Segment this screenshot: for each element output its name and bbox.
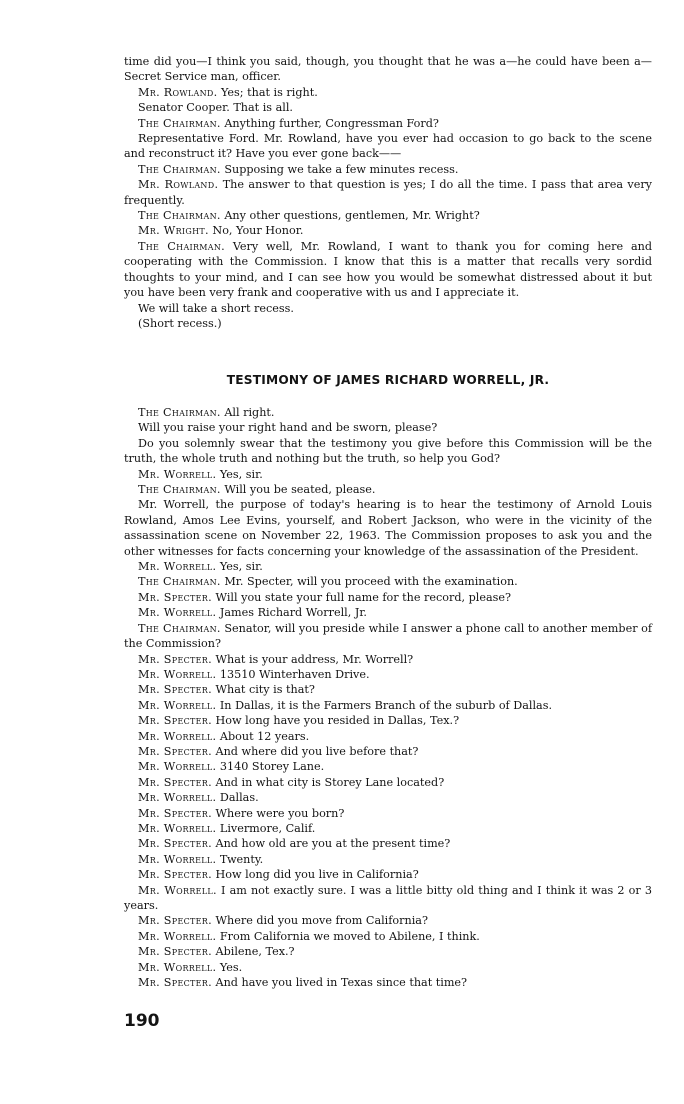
- speaker-name: Mr. Specter.: [138, 806, 212, 820]
- transcript-paragraph: [124, 605, 652, 620]
- paragraph-text: And where did you live before that?: [211, 744, 419, 758]
- paragraph-text: Senator Cooper. That is all.: [138, 101, 293, 115]
- transcript-paragraph: [124, 713, 652, 728]
- transcript-paragraph: [124, 775, 652, 790]
- speaker-name: Mr. Rowland.: [138, 85, 218, 99]
- transcript-paragraph: [124, 960, 652, 975]
- speaker-name: Mr. Wright.: [138, 224, 209, 238]
- speaker-name: Mr. Worrell.: [138, 929, 217, 943]
- paragraph-text: Anything further, Congressman Ford?: [220, 116, 439, 130]
- speaker-name: Mr. Worrell.: [138, 960, 217, 974]
- speaker-name: Mr. Rowland.: [138, 178, 219, 192]
- speaker-name: Mr. Specter.: [138, 914, 212, 928]
- paragraph-text: time did you—I think you said, though, you thought that he was a—he could have been a—Secret Service man, officer.: [124, 55, 652, 84]
- transcript-paragraph: [124, 883, 652, 914]
- paragraph-text: Yes; that is right.: [217, 85, 318, 99]
- speaker-name: Mr. Worrell.: [138, 852, 217, 866]
- paragraph-text: The answer to that question is yes; I do all the time. I pass that area very frequently.: [124, 178, 652, 207]
- speaker-name: Mr. Specter.: [138, 744, 212, 758]
- paragraph-text: Representative Ford. Mr. Rowland, have you ever had occasion to go back to the scene and reconstruct it? Have you ever gone back——: [124, 132, 652, 161]
- speaker-name: Mr. Worrell.: [138, 606, 217, 620]
- paragraph-text: Livermore, Calif.: [216, 821, 316, 835]
- transcript-paragraph: [124, 929, 652, 944]
- paragraph-text: Yes.: [216, 960, 243, 974]
- paragraph-text: About 12 years.: [216, 729, 310, 743]
- paragraph-text: Abilene, Tex.?: [211, 945, 295, 959]
- transcript-paragraph: [124, 497, 652, 559]
- paragraph-text: (Short recess.): [138, 316, 222, 330]
- speaker-name: Mr. Worrell.: [138, 760, 217, 774]
- paragraph-text: All right.: [220, 406, 275, 419]
- transcript-paragraph: [124, 913, 652, 928]
- paragraph-text: What city is that?: [211, 683, 315, 697]
- speaker-name: Mr. Specter.: [138, 976, 212, 990]
- speaker-name: Mr. Specter.: [138, 775, 212, 789]
- transcript-paragraph: [124, 436, 652, 467]
- speaker-name: Mr. Worrell.: [138, 791, 217, 805]
- paragraph-text: Yes, sir.: [216, 560, 263, 574]
- transcript-paragraph: [124, 729, 652, 744]
- transcript-paragraph: [124, 559, 652, 574]
- paragraph-text: Any other questions, gentlemen, Mr. Wright?: [220, 209, 480, 223]
- transcript-paragraph: [124, 790, 652, 805]
- transcript-paragraph: [124, 405, 652, 420]
- transcript-paragraph: [124, 85, 652, 100]
- speaker-name: Mr. Specter.: [138, 590, 212, 604]
- page-number: 190: [124, 1011, 160, 1031]
- paragraph-text: James Richard Worrell, Jr.: [216, 606, 367, 620]
- paragraph-text: From California we moved to Abilene, I think.: [216, 929, 480, 943]
- speaker-name: The Chairman.: [138, 239, 226, 253]
- worrell-testimony: [124, 405, 652, 990]
- transcript-paragraph: [124, 420, 652, 435]
- paragraph-text: How long did you live in California?: [211, 868, 419, 882]
- paragraph-text: 3140 Storey Lane.: [216, 760, 325, 774]
- paragraph-text: I am not exactly sure. I was a little bitty old thing and I think it was 2 or 3 years.: [124, 883, 652, 912]
- transcript-paragraph: [124, 698, 652, 713]
- speaker-name: Mr. Worrell.: [138, 698, 217, 712]
- paragraph-text: In Dallas, it is the Farmers Branch of the suburb of Dallas.: [216, 698, 553, 712]
- speaker-name: Mr. Specter.: [138, 714, 212, 728]
- paragraph-text: Dallas.: [216, 791, 259, 805]
- transcript-paragraph: [124, 162, 652, 177]
- speaker-name: Mr. Worrell.: [138, 883, 217, 897]
- transcript-paragraph: [124, 131, 652, 162]
- transcript-paragraph: [124, 208, 652, 223]
- paragraph-text: Mr. Specter, will you proceed with the examination.: [220, 575, 518, 589]
- paragraph-text: How long have you resided in Dallas, Tex.?: [211, 714, 460, 728]
- paragraph-text: Twenty.: [216, 852, 264, 866]
- transcript-paragraph: [124, 667, 652, 682]
- section-heading: TESTIMONY OF JAMES RICHARD WORRELL, JR.: [226, 373, 550, 387]
- transcript-paragraph: [124, 759, 652, 774]
- transcript-paragraph: [124, 821, 652, 836]
- transcript-paragraph: [124, 836, 652, 851]
- transcript-paragraph: [124, 301, 652, 316]
- paragraph-text: Will you state your full name for the record, please?: [211, 590, 512, 604]
- transcript-paragraph: [124, 574, 652, 589]
- paragraph-text: And have you lived in Texas since that time?: [211, 976, 468, 990]
- speaker-name: The Chairman.: [138, 406, 221, 419]
- paragraph-text: Do you solemnly swear that the testimony you give before this Commission will be the truth, the whole truth and nothing but the truth, so help you God?: [124, 436, 652, 466]
- transcript-paragraph: [124, 239, 652, 301]
- transcript-paragraph: [124, 867, 652, 882]
- speaker-name: Mr. Worrell.: [138, 667, 217, 681]
- transcript-paragraph: [124, 975, 652, 990]
- speaker-name: Mr. Specter.: [138, 652, 212, 666]
- paragraph-text: Supposing we take a few minutes recess.: [220, 162, 459, 176]
- speaker-name: The Chairman.: [138, 621, 221, 635]
- paragraph-text: Will you be seated, please.: [220, 483, 376, 497]
- transcript-paragraph: [124, 482, 652, 497]
- speaker-name: Mr. Specter.: [138, 837, 212, 851]
- paragraph-text: Yes, sir.: [216, 467, 263, 481]
- transcript-paragraph: [124, 177, 652, 208]
- speaker-name: Mr. Worrell.: [138, 821, 217, 835]
- paragraph-text: Will you raise your right hand and be sworn, please?: [138, 421, 438, 435]
- paragraph-text: No, Your Honor.: [208, 224, 304, 238]
- paragraph-text: What is your address, Mr. Worrell?: [211, 652, 414, 666]
- speaker-name: The Chairman.: [138, 162, 221, 176]
- paragraph-text: And how old are you at the present time?: [211, 837, 451, 851]
- transcript-paragraph: [124, 682, 652, 697]
- speaker-name: Mr. Worrell.: [138, 729, 217, 743]
- paragraph-text: And in what city is Storey Lane located?: [211, 775, 445, 789]
- speaker-name: Mr. Worrell.: [138, 467, 217, 481]
- paragraph-text: Where were you born?: [211, 806, 345, 820]
- speaker-name: Mr. Worrell.: [138, 560, 217, 574]
- transcript-paragraph: [124, 116, 652, 131]
- transcript-paragraph: [124, 652, 652, 667]
- transcript-paragraph: [124, 744, 652, 759]
- transcript-paragraph: [124, 316, 652, 331]
- speaker-name: The Chairman.: [138, 483, 221, 497]
- speaker-name: Mr. Specter.: [138, 945, 212, 959]
- paragraph-text: Very well, Mr. Rowland, I want to thank you for coming here and cooperating with the Commission. I know that this is a matter that recalls very sordid thoughts to your mind, and I can see how you would be somewhat distressed about it but you have been very frank and cooperative with us and I appreciate it.: [124, 239, 652, 300]
- speaker-name: Mr. Specter.: [138, 683, 212, 697]
- transcript-paragraph: [124, 54, 652, 85]
- speaker-name: The Chairman.: [138, 116, 221, 130]
- paragraph-text: Senator, will you preside while I answer a phone call to another member of the Commission?: [124, 621, 652, 651]
- paragraph-text: We will take a short recess.: [138, 301, 294, 315]
- transcript-paragraph: [124, 223, 652, 238]
- transcript-paragraph: [124, 590, 652, 605]
- transcript-paragraph: [124, 944, 652, 959]
- speaker-name: Mr. Specter.: [138, 868, 212, 882]
- speaker-name: The Chairman.: [138, 209, 221, 223]
- transcript-paragraph: [124, 467, 652, 482]
- speaker-name: The Chairman.: [138, 575, 221, 589]
- transcript-paragraph: [124, 852, 652, 867]
- rowland-testimony-continuation: [124, 54, 652, 331]
- transcript-paragraph: [124, 100, 652, 115]
- paragraph-text: 13510 Winterhaven Drive.: [216, 667, 370, 681]
- paragraph-text: Mr. Worrell, the purpose of today's hearing is to hear the testimony of Arnold Louis Rowland, Amos Lee Evins, yourself, and Robert Jackson, who were in the vicinity of the assassination scene on November 22, 1963. The Commission proposes to ask you and the other witnesses for facts concerning your knowledge of the assassination of the President.: [124, 498, 652, 558]
- paragraph-text: Where did you move from California?: [211, 914, 428, 928]
- transcript-paragraph: [124, 806, 652, 821]
- transcript-paragraph: [124, 621, 652, 652]
